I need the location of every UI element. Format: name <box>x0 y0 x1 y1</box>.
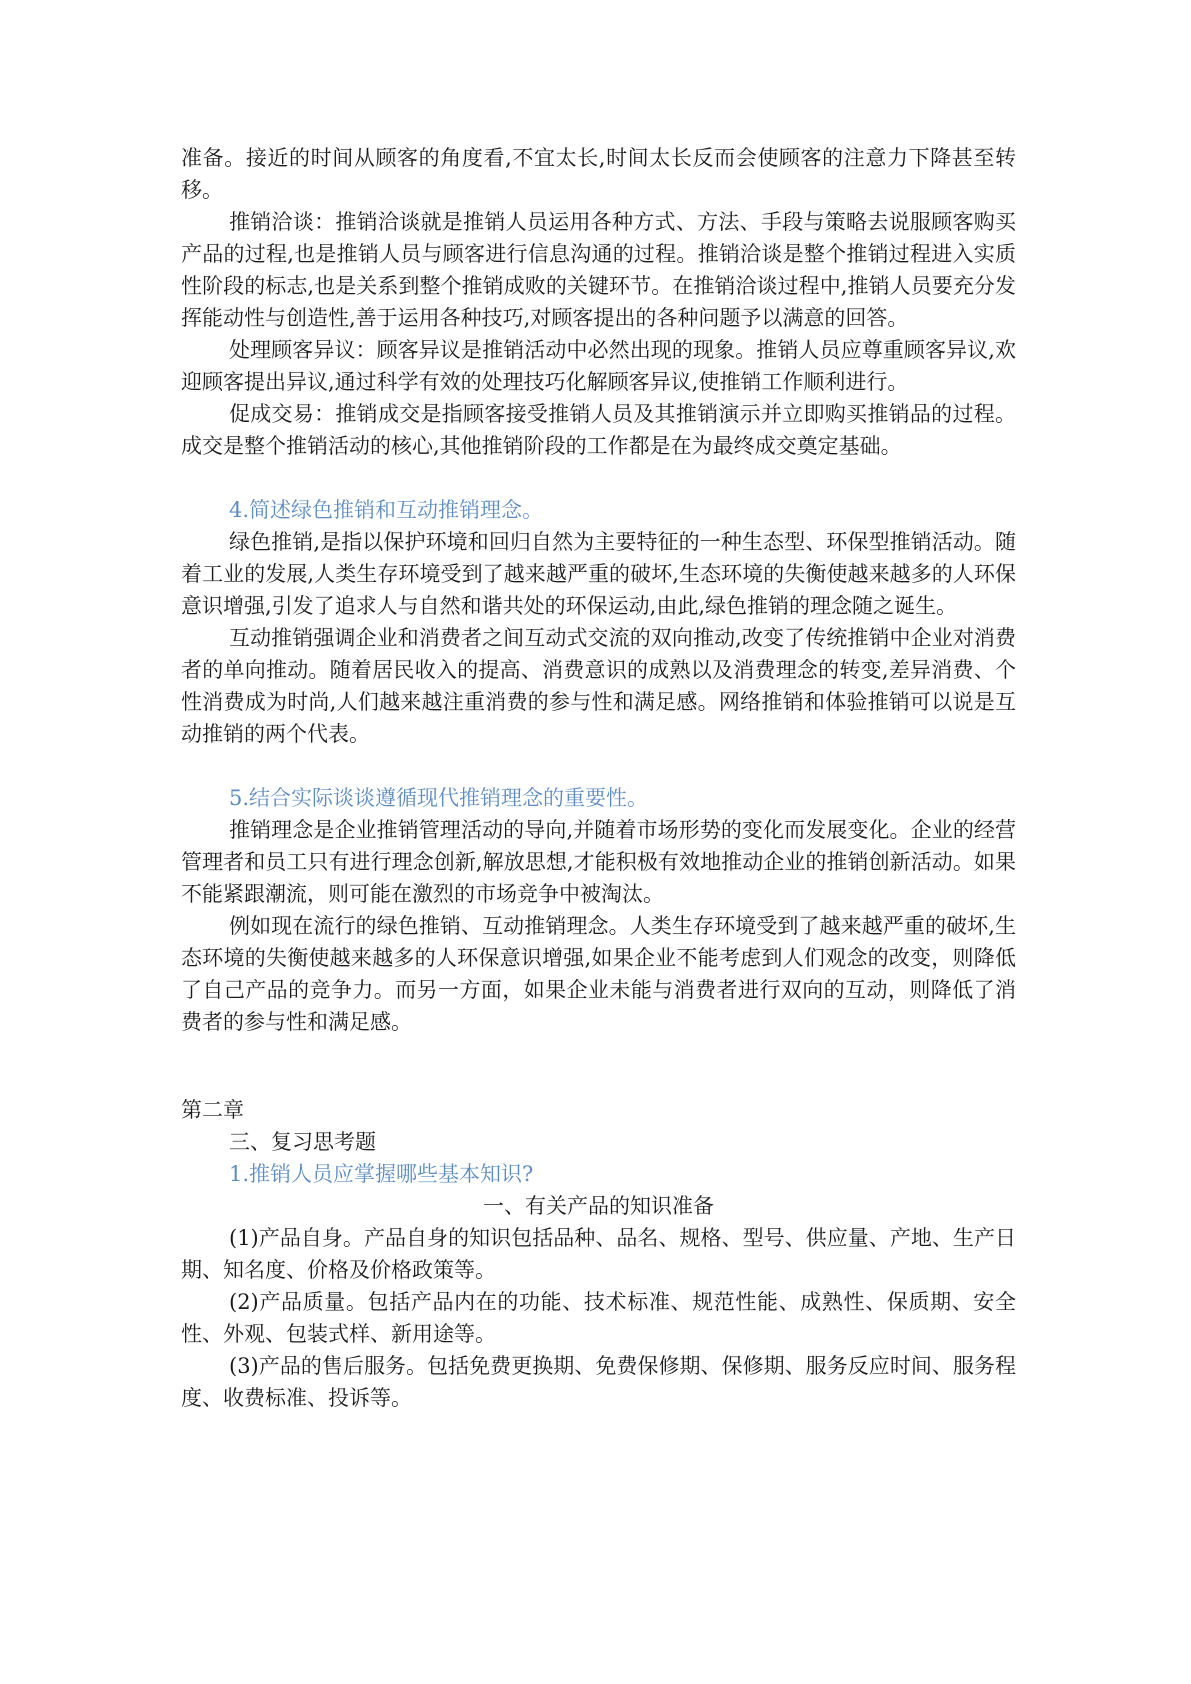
paragraph-objection-handling: 处理顾客异议：顾客异议是推销活动中必然出现的现象。推销人员应尊重顾客异议,欢迎顾客提出异议,通过科学有效的处理技巧化解顾客异议,使推销工作顺利进行。 <box>181 338 1016 394</box>
paragraph-negotiation: 推销洽谈：推销洽谈就是推销人员运用各种方式、方法、手段与策略去说服顾客购买产品的过程,也是推销人员与顾客进行信息沟通的过程。推销洽谈是整个推销过程进入实质性阶段的标志,也是关系到整个推销成败的关键环节。在推销洽谈过程中,推销人员要充分发挥能动性与创造性,善于运用各种技巧,对顾客提出的各种问题予以满意的回答。 <box>181 210 1016 330</box>
paragraph-green-selling: 绿色推销,是指以保护环境和回归自然为主要特征的一种生态型、环保型推销活动。随着工业的发展,人类生存环境受到了越来越严重的破坏,生态环境的失衡使越来越多的人环保意识增强,引发了追求人与自然和谐共处的环保运动,由此,绿色推销的理念随之诞生。 <box>181 530 1016 618</box>
section-title: 三、复习思考题 <box>229 1130 376 1154</box>
spacer <box>181 462 1016 494</box>
paragraph-example: 例如现在流行的绿色推销、互动推销理念。人类生存环境受到了越来越严重的破坏,生态环境的失衡使越来越多的人环保意识增强,如果企业不能考虑到人们观念的改变，则降低了自己产品的竞争力。而另一方面，如果企业未能与消费者进行双向的互动，则降低了消费者的参与性和满足感。 <box>181 914 1016 1034</box>
question-4-heading: 4.简述绿色推销和互动推销理念。 <box>229 498 544 522</box>
question-5-heading: 5.结合实际谈谈遵循现代推销理念的重要性。 <box>229 786 649 810</box>
paragraph-closing: 促成交易：推销成交是指顾客接受推销人员及其推销演示并立即购买推销品的过程。成交是整个推销活动的核心,其他推销阶段的工作都是在为最终成交奠定基础。 <box>181 402 1016 458</box>
sub-heading: 一、有关产品的知识准备 <box>483 1194 714 1218</box>
chapter-title: 第二章 <box>181 1098 244 1122</box>
page-content <box>181 142 1016 1414</box>
list-item: (3)产品的售后服务。包括免费更换期、免费保修期、保修期、服务反应时间、服务程度、收费标准、投诉等。 <box>181 1354 1016 1410</box>
paragraph-approach-end: 准备。接近的时间从顾客的角度看,不宜太长,时间太长反而会使顾客的注意力下降甚至转移。 <box>181 146 1016 202</box>
paragraph-selling-philosophy: 推销理念是企业推销管理活动的导向,并随着市场形势的变化而发展变化。企业的经营管理者和员工只有进行理念创新,解放思想,才能积极有效地推动企业的推销创新活动。如果不能紧跟潮流，则可能在激烈的市场竞争中被淘汰。 <box>181 818 1016 906</box>
list-item: (2)产品质量。包括产品内在的功能、技术标准、规范性能、成熟性、保质期、安全性、外观、包装式样、新用途等。 <box>181 1290 1016 1346</box>
spacer <box>181 750 1016 782</box>
question-1-heading: 1.推销人员应掌握哪些基本知识? <box>229 1162 534 1186</box>
paragraph-interactive-selling: 互动推销强调企业和消费者之间互动式交流的双向推动,改变了传统推销中企业对消费者的单向推动。随着居民收入的提高、消费意识的成熟以及消费理念的转变,差异消费、个性消费成为时尚,人们越来越注重消费的参与性和满足感。网络推销和体验推销可以说是互动推销的两个代表。 <box>181 626 1016 746</box>
list-item: (1)产品自身。产品自身的知识包括品种、品名、规格、型号、供应量、产地、生产日期、知名度、价格及价格政策等。 <box>181 1226 1016 1282</box>
